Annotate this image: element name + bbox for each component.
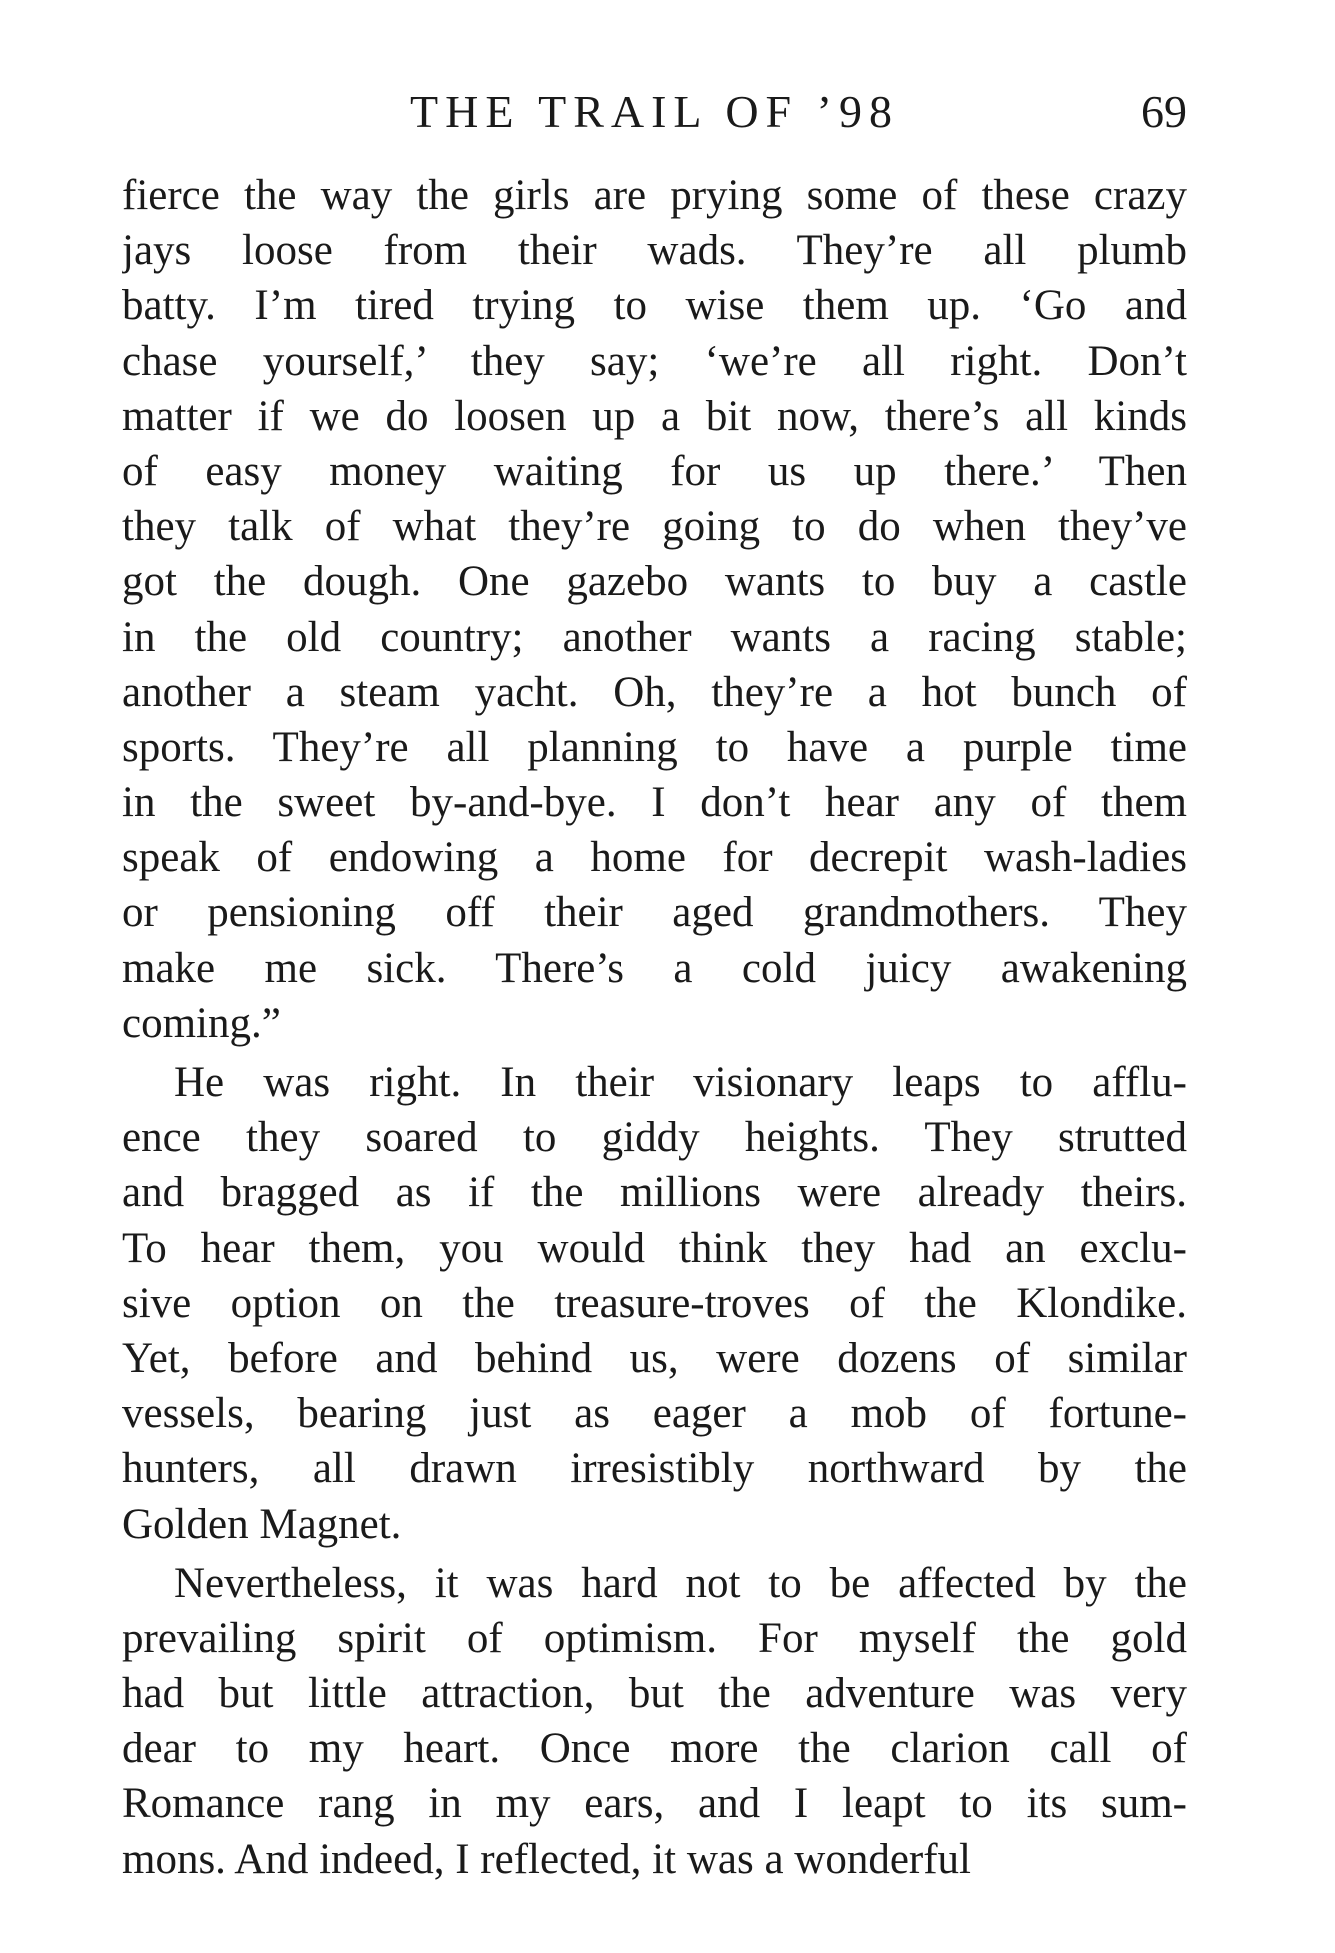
text-line: dear to my heart. Once more the clarion call of	[122, 1725, 1187, 1773]
body-text	[122, 168, 1187, 1887]
text-line: prevailing spirit of optimism. For myself the gold	[122, 1614, 1187, 1662]
paragraph	[122, 1055, 1187, 1552]
book-page	[122, 0, 1187, 1953]
text-line: another a steam yacht. Oh, they’re a hot bunch of	[122, 668, 1187, 716]
text-line: Golden Magnet.	[122, 1500, 402, 1548]
text-line: To hear them, you would think they had an exclu-	[122, 1224, 1187, 1272]
text-line: in the sweet by-and-bye. I don’t hear any of them	[122, 779, 1187, 827]
text-line: hunters, all drawn irresistibly northward by the	[122, 1445, 1187, 1493]
text-line: coming.”	[122, 999, 281, 1047]
text-line: got the dough. One gazebo wants to buy a castle	[122, 558, 1187, 606]
text-line: batty. I’m tired trying to wise them up. ‘Go and	[122, 282, 1187, 330]
page-number: 69	[1141, 86, 1187, 137]
text-line: chase yourself,’ they say; ‘we’re all right. Don’t	[122, 337, 1187, 385]
text-line: Romance rang in my ears, and I leapt to its sum-	[122, 1780, 1187, 1828]
text-line: or pensioning off their aged grandmothers. They	[122, 889, 1187, 937]
text-line: sports. They’re all planning to have a purple time	[122, 723, 1187, 771]
running-head	[122, 82, 1187, 142]
text-line: of easy money waiting for us up there.’ Then	[122, 447, 1187, 495]
running-title: THE TRAIL OF ’98	[410, 86, 899, 137]
text-line: vessels, bearing just as eager a mob of fortune-	[122, 1390, 1187, 1438]
text-line: fierce the way the girls are prying some of these crazy	[122, 172, 1187, 219]
text-line: had but little attraction, but the adventure was very	[122, 1670, 1187, 1718]
text-line: He was right. In their visionary leaps to afflu-	[174, 1059, 1187, 1106]
text-line: make me sick. There’s a cold juicy awakening	[122, 944, 1187, 992]
text-line: Yet, before and behind us, were dozens of similar	[122, 1334, 1187, 1382]
text-line: sive option on the treasure-troves of the Klondike.	[122, 1279, 1187, 1327]
text-line: matter if we do loosen up a bit now, there’s all kinds	[122, 392, 1187, 440]
paragraph	[122, 1556, 1187, 1887]
paragraph	[122, 168, 1187, 1051]
text-line: ence they soared to giddy heights. They strutted	[122, 1114, 1187, 1162]
text-line: they talk of what they’re going to do when they’ve	[122, 503, 1187, 551]
text-line: speak of endowing a home for decrepit wash-ladies	[122, 834, 1187, 882]
text-line: Nevertheless, it was hard not to be affected by the	[174, 1559, 1187, 1607]
text-line: mons. And indeed, I reflected, it was a wonderful	[122, 1835, 971, 1883]
text-line: and bragged as if the millions were already theirs.	[122, 1169, 1187, 1217]
text-line: in the old country; another wants a racing stable;	[122, 613, 1187, 661]
text-line: jays loose from their wads. They’re all plumb	[122, 227, 1187, 275]
